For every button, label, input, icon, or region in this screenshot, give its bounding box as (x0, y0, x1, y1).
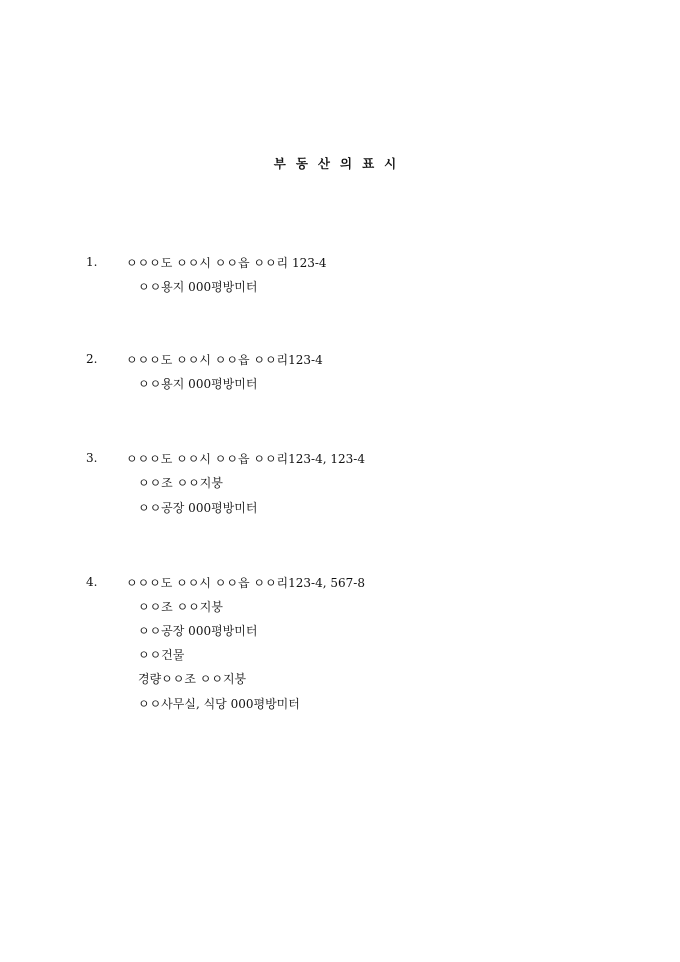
item-number: 2. (86, 352, 98, 366)
property-item-3 (86, 451, 646, 521)
item-detail: ㅇㅇ용지 000평방미터 (138, 280, 258, 294)
item-number: 4. (86, 575, 98, 589)
item-detail: ㅇㅇ용지 000평방미터 (138, 377, 258, 391)
property-item-2 (86, 352, 646, 392)
property-item-4 (86, 575, 646, 715)
property-item-1 (86, 255, 646, 295)
item-detail: ㅇㅇ건물 (138, 648, 185, 662)
item-detail: ㅇㅇ조 ㅇㅇ지붕 (138, 476, 223, 490)
item-address: ㅇㅇㅇ도 ㅇㅇ시 ㅇㅇ읍 ㅇㅇ리123-4, 123-4 (126, 452, 365, 466)
item-number: 1. (86, 255, 98, 269)
item-detail: ㅇㅇ사무실, 식당 000평방미터 (138, 697, 300, 711)
item-detail: 경량ㅇㅇ조 ㅇㅇ지붕 (138, 672, 247, 686)
item-detail: ㅇㅇ공장 000평방미터 (138, 501, 258, 515)
item-address: ㅇㅇㅇ도 ㅇㅇ시 ㅇㅇ읍 ㅇㅇ리 123-4 (126, 256, 327, 270)
item-detail: ㅇㅇ조 ㅇㅇ지붕 (138, 600, 223, 614)
item-number: 3. (86, 451, 98, 465)
document-title: 부동산의표시 (273, 156, 407, 171)
item-detail: ㅇㅇ공장 000평방미터 (138, 624, 258, 638)
item-address: ㅇㅇㅇ도 ㅇㅇ시 ㅇㅇ읍 ㅇㅇ리123-4 (126, 353, 323, 367)
item-address: ㅇㅇㅇ도 ㅇㅇ시 ㅇㅇ읍 ㅇㅇ리123-4, 567-8 (126, 576, 365, 590)
